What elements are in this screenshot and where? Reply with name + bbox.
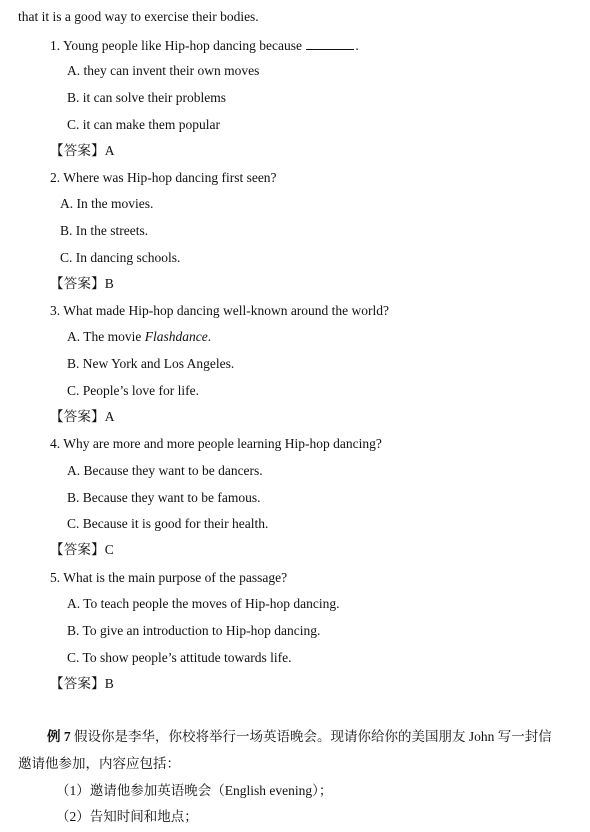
question-4-option-a: A. Because they want to be dancers. — [67, 463, 263, 478]
example-7-first-line — [47, 729, 552, 745]
example-prompt-line-2: 邀请他参加，内容应包括： — [18, 756, 180, 771]
question-5-answer: 【答案】B — [50, 676, 115, 691]
question-5-stem: 5. What is the main purpose of the passage? — [50, 570, 288, 585]
question-1-stem-text: 1. Young people like Hip-hop dancing because — [50, 38, 306, 53]
question-3-answer: 【答案】A — [50, 409, 115, 424]
answer-blank — [306, 37, 354, 50]
question-2-stem: 2. Where was Hip-hop dancing first seen? — [50, 170, 277, 185]
question-4-option-b: B. Because they want to be famous. — [67, 490, 261, 505]
question-3-option-a-prefix: A. The movie — [67, 329, 145, 344]
movie-title: Flashdance — [144, 329, 208, 344]
question-3-option-a — [67, 329, 211, 345]
question-5-option-a: A. To teach people the moves of Hip-hop dancing. — [67, 596, 340, 611]
example-prompt-line-1: 假设你是李华，你校将举行一场英语晚会。现请你给你的美国朋友 John 写一封信 — [70, 729, 552, 744]
example-requirement-2: （2）告知时间和地点； — [56, 809, 198, 824]
question-2-option-b: B. In the streets. — [60, 223, 149, 238]
passage-closing-line: that it is a good way to exercise their bodies. — [18, 9, 259, 24]
question-1-answer: 【答案】A — [50, 143, 115, 158]
question-4-answer: 【答案】C — [50, 542, 115, 557]
question-5-option-b: B. To give an introduction to Hip-hop dancing. — [67, 623, 321, 638]
question-2-option-a: A. In the movies. — [60, 196, 154, 211]
example-label: 例 7 — [47, 729, 71, 744]
question-3-option-c: C. People’s love for life. — [67, 383, 199, 398]
question-2-answer: 【答案】B — [50, 276, 115, 291]
question-1-stem — [50, 37, 359, 54]
question-3-option-a-suffix: . — [207, 329, 212, 344]
question-1-option-b: B. it can solve their problems — [67, 90, 226, 105]
example-requirement-1: （1）邀请他参加英语晚会（English evening）； — [56, 783, 333, 798]
question-4-stem: 4. Why are more and more people learning Hip-hop dancing? — [50, 436, 382, 451]
question-3-option-b: B. New York and Los Angeles. — [67, 356, 235, 371]
question-3-stem: 3. What made Hip-hop dancing well-known around the world? — [50, 303, 390, 318]
question-5-option-c: C. To show people’s attitude towards life. — [67, 650, 292, 665]
question-4-option-c: C. Because it is good for their health. — [67, 516, 269, 531]
question-1-option-c: C. it can make them popular — [67, 117, 220, 132]
question-2-option-c: C. In dancing schools. — [60, 250, 181, 265]
question-1-stem-end: . — [355, 38, 359, 53]
question-1-option-a: A. they can invent their own moves — [67, 63, 260, 78]
